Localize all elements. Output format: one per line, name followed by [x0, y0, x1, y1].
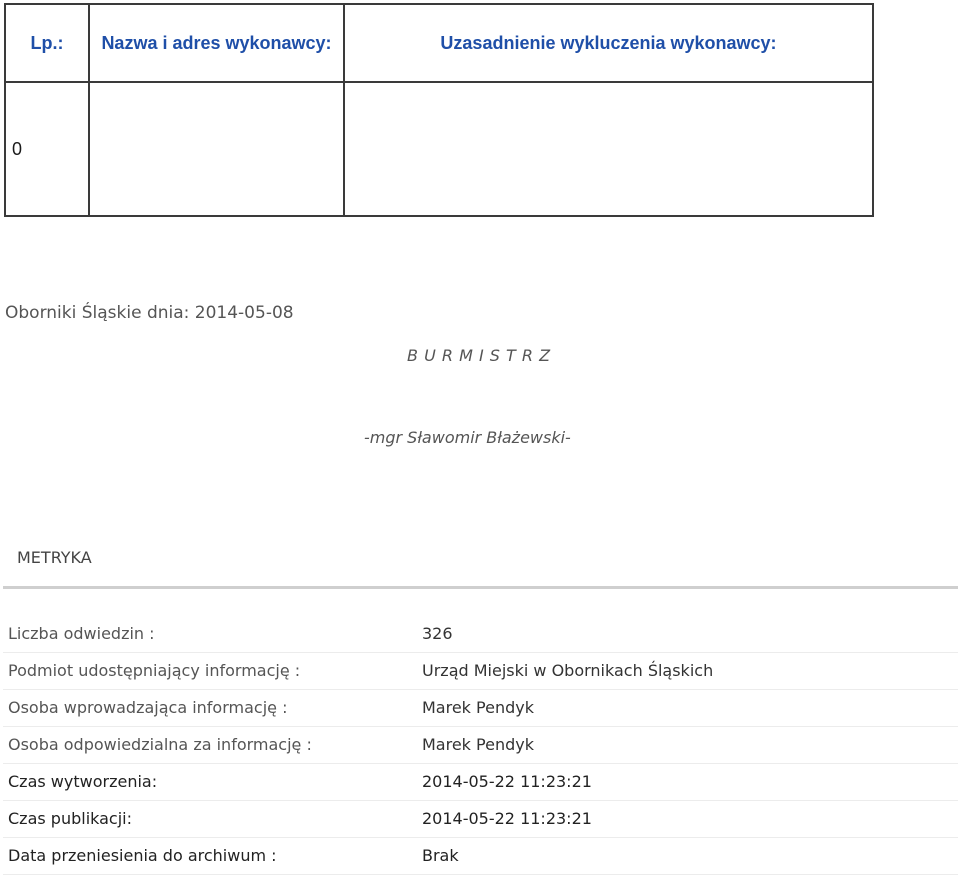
metryka-value-publisher: Urząd Miejski w Obornikach Śląskich [422, 652, 958, 689]
header-reason: Uzasadnienie wykluczenia wykonawcy: [344, 4, 873, 82]
metryka-row [3, 726, 958, 763]
metryka-label-publisher: Podmiot udostępniający informację : [3, 652, 422, 689]
metryka-value-entered-by: Marek Pendyk [422, 689, 958, 726]
metryka-row [3, 837, 958, 874]
metryka-value-visits: 326 [422, 615, 958, 652]
metryka-value-responsible: Marek Pendyk [422, 726, 958, 763]
metryka-label-archived: Data przeniesienia do archiwum : [3, 837, 422, 874]
metryka-row [3, 615, 958, 652]
exclusion-table [4, 3, 874, 217]
signatory-name: -mgr Sławomir Błażewski- [364, 428, 571, 447]
metryka-row [3, 652, 958, 689]
place-date: Oborniki Śląskie dnia: 2014-05-08 [5, 303, 294, 323]
cell-reason [344, 82, 873, 216]
table-row [5, 82, 873, 216]
header-lp: Lp.: [5, 4, 89, 82]
cell-name-address [89, 82, 344, 216]
metryka-label-published: Czas publikacji: [3, 800, 422, 837]
signatory-title: B U R M I S T R Z [407, 346, 551, 365]
metryka-label-responsible: Osoba odpowiedzialna za informację : [3, 726, 422, 763]
metryka-value-published: 2014-05-22 11:23:21 [422, 800, 958, 837]
metryka-heading: METRYKA [17, 548, 92, 567]
exclusion-table-header-row [5, 4, 873, 82]
metryka-label-entered-by: Osoba wprowadzająca informację : [3, 689, 422, 726]
metryka-row [3, 689, 958, 726]
metryka-value-created: 2014-05-22 11:23:21 [422, 763, 958, 800]
metryka-row [3, 763, 958, 800]
header-name-address: Nazwa i adres wykonawcy: [89, 4, 344, 82]
metryka-row [3, 800, 958, 837]
metryka-table [3, 615, 958, 875]
metryka-label-visits: Liczba odwiedzin : [3, 615, 422, 652]
metryka-value-archived: Brak [422, 837, 958, 874]
metryka-label-created: Czas wytworzenia: [3, 763, 422, 800]
cell-lp: 0 [5, 82, 89, 216]
metryka-divider [3, 586, 958, 589]
